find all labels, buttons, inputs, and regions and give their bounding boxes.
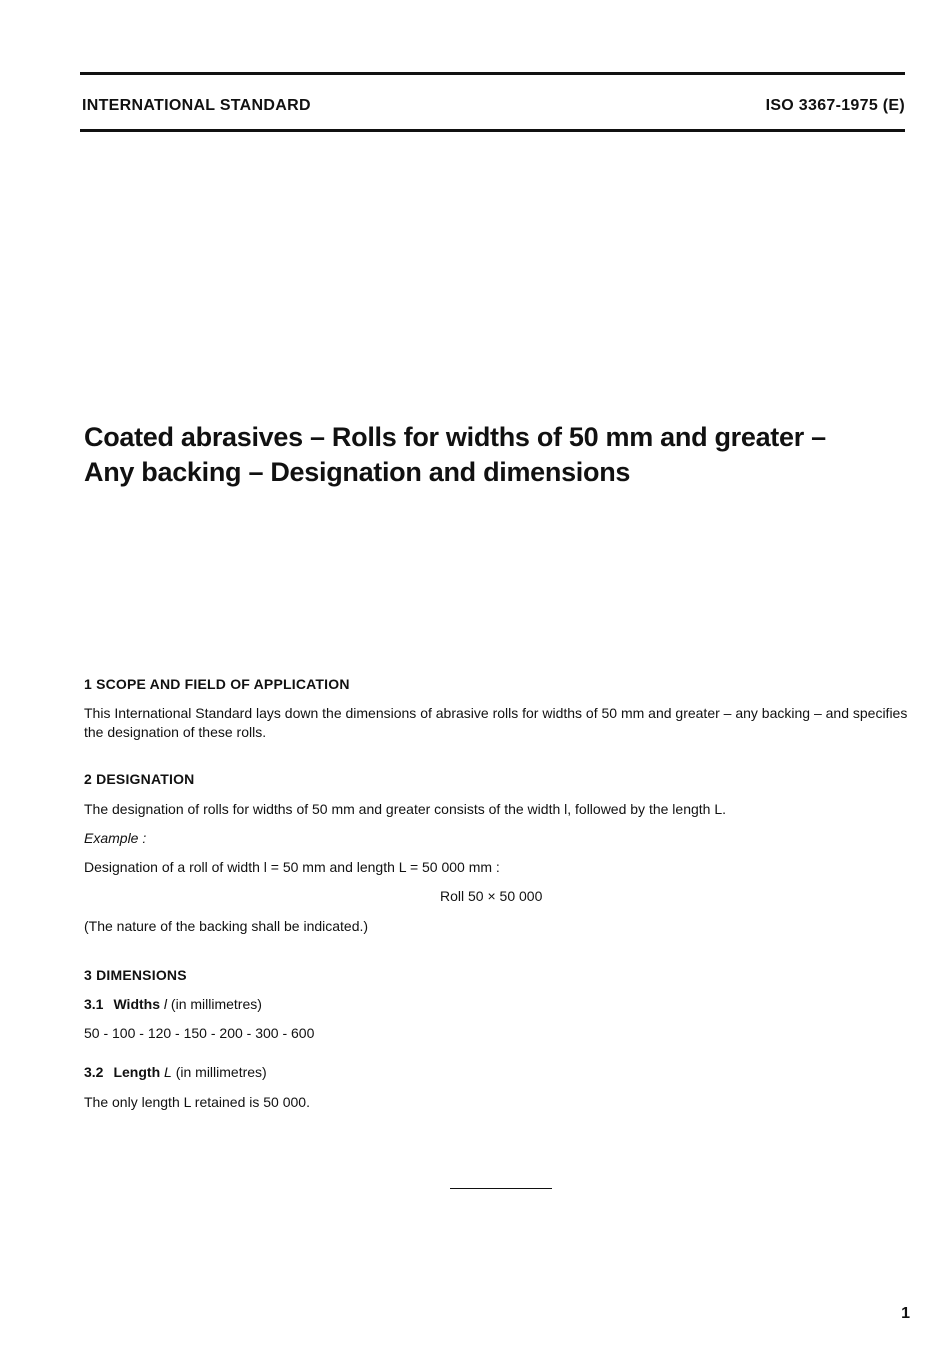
header-rule-bottom [80,129,905,132]
subsection-3-1-title: Widths [113,996,161,1012]
subsection-3-1-number: 3.1 [84,996,104,1012]
width-symbol: l [163,996,168,1012]
page-number: 1 [901,1305,910,1322]
width-values: 50 - 100 - 120 - 150 - 200 - 300 - 600 [84,1025,315,1041]
backing-note: (The nature of the backing shall be indicated.) [84,918,369,934]
designation-text: The designation of rolls for widths of 50 mm and greater consists of the width l, followed by the length L. [84,801,727,817]
end-separator [450,1188,552,1189]
section-3-heading: 3 DIMENSIONS [84,967,187,983]
section-1-text: This International Standard lays down the dimensions of abrasive rolls for widths of 50 mm and greater – any backing – and specifies the designation of these rolls. [84,705,908,740]
title-line-2: Any backing – Designation and dimensions [84,457,631,487]
subsection-3-2-title: Length [113,1064,161,1080]
example-label: Example : [84,830,147,846]
length-text: The only length L retained is 50 000. [84,1094,310,1110]
subsection-3-2-heading [84,1063,267,1082]
subsection-3-1-unit: (in millimetres) [170,996,262,1012]
subsection-3-2-unit: (in millimetres) [175,1064,267,1080]
header-rule-top [80,72,905,75]
example-value: Roll 50 × 50 000 [440,888,543,904]
length-symbol: L [164,1064,172,1080]
document-type: INTERNATIONAL STANDARD [82,97,311,114]
subsection-3-1-heading [84,995,262,1014]
section-2-heading: 2 DESIGNATION [84,771,195,787]
document-title [84,420,826,490]
subsection-3-2-number: 3.2 [84,1064,104,1080]
standard-number: ISO 3367-1975 (E) [765,97,905,114]
example-text: Designation of a roll of width l = 50 mm and length L = 50 000 mm : [84,859,500,875]
section-1-heading: 1 SCOPE AND FIELD OF APPLICATION [84,676,350,692]
title-line-1: Coated abrasives – Rolls for widths of 50 mm and greater – [84,422,826,452]
